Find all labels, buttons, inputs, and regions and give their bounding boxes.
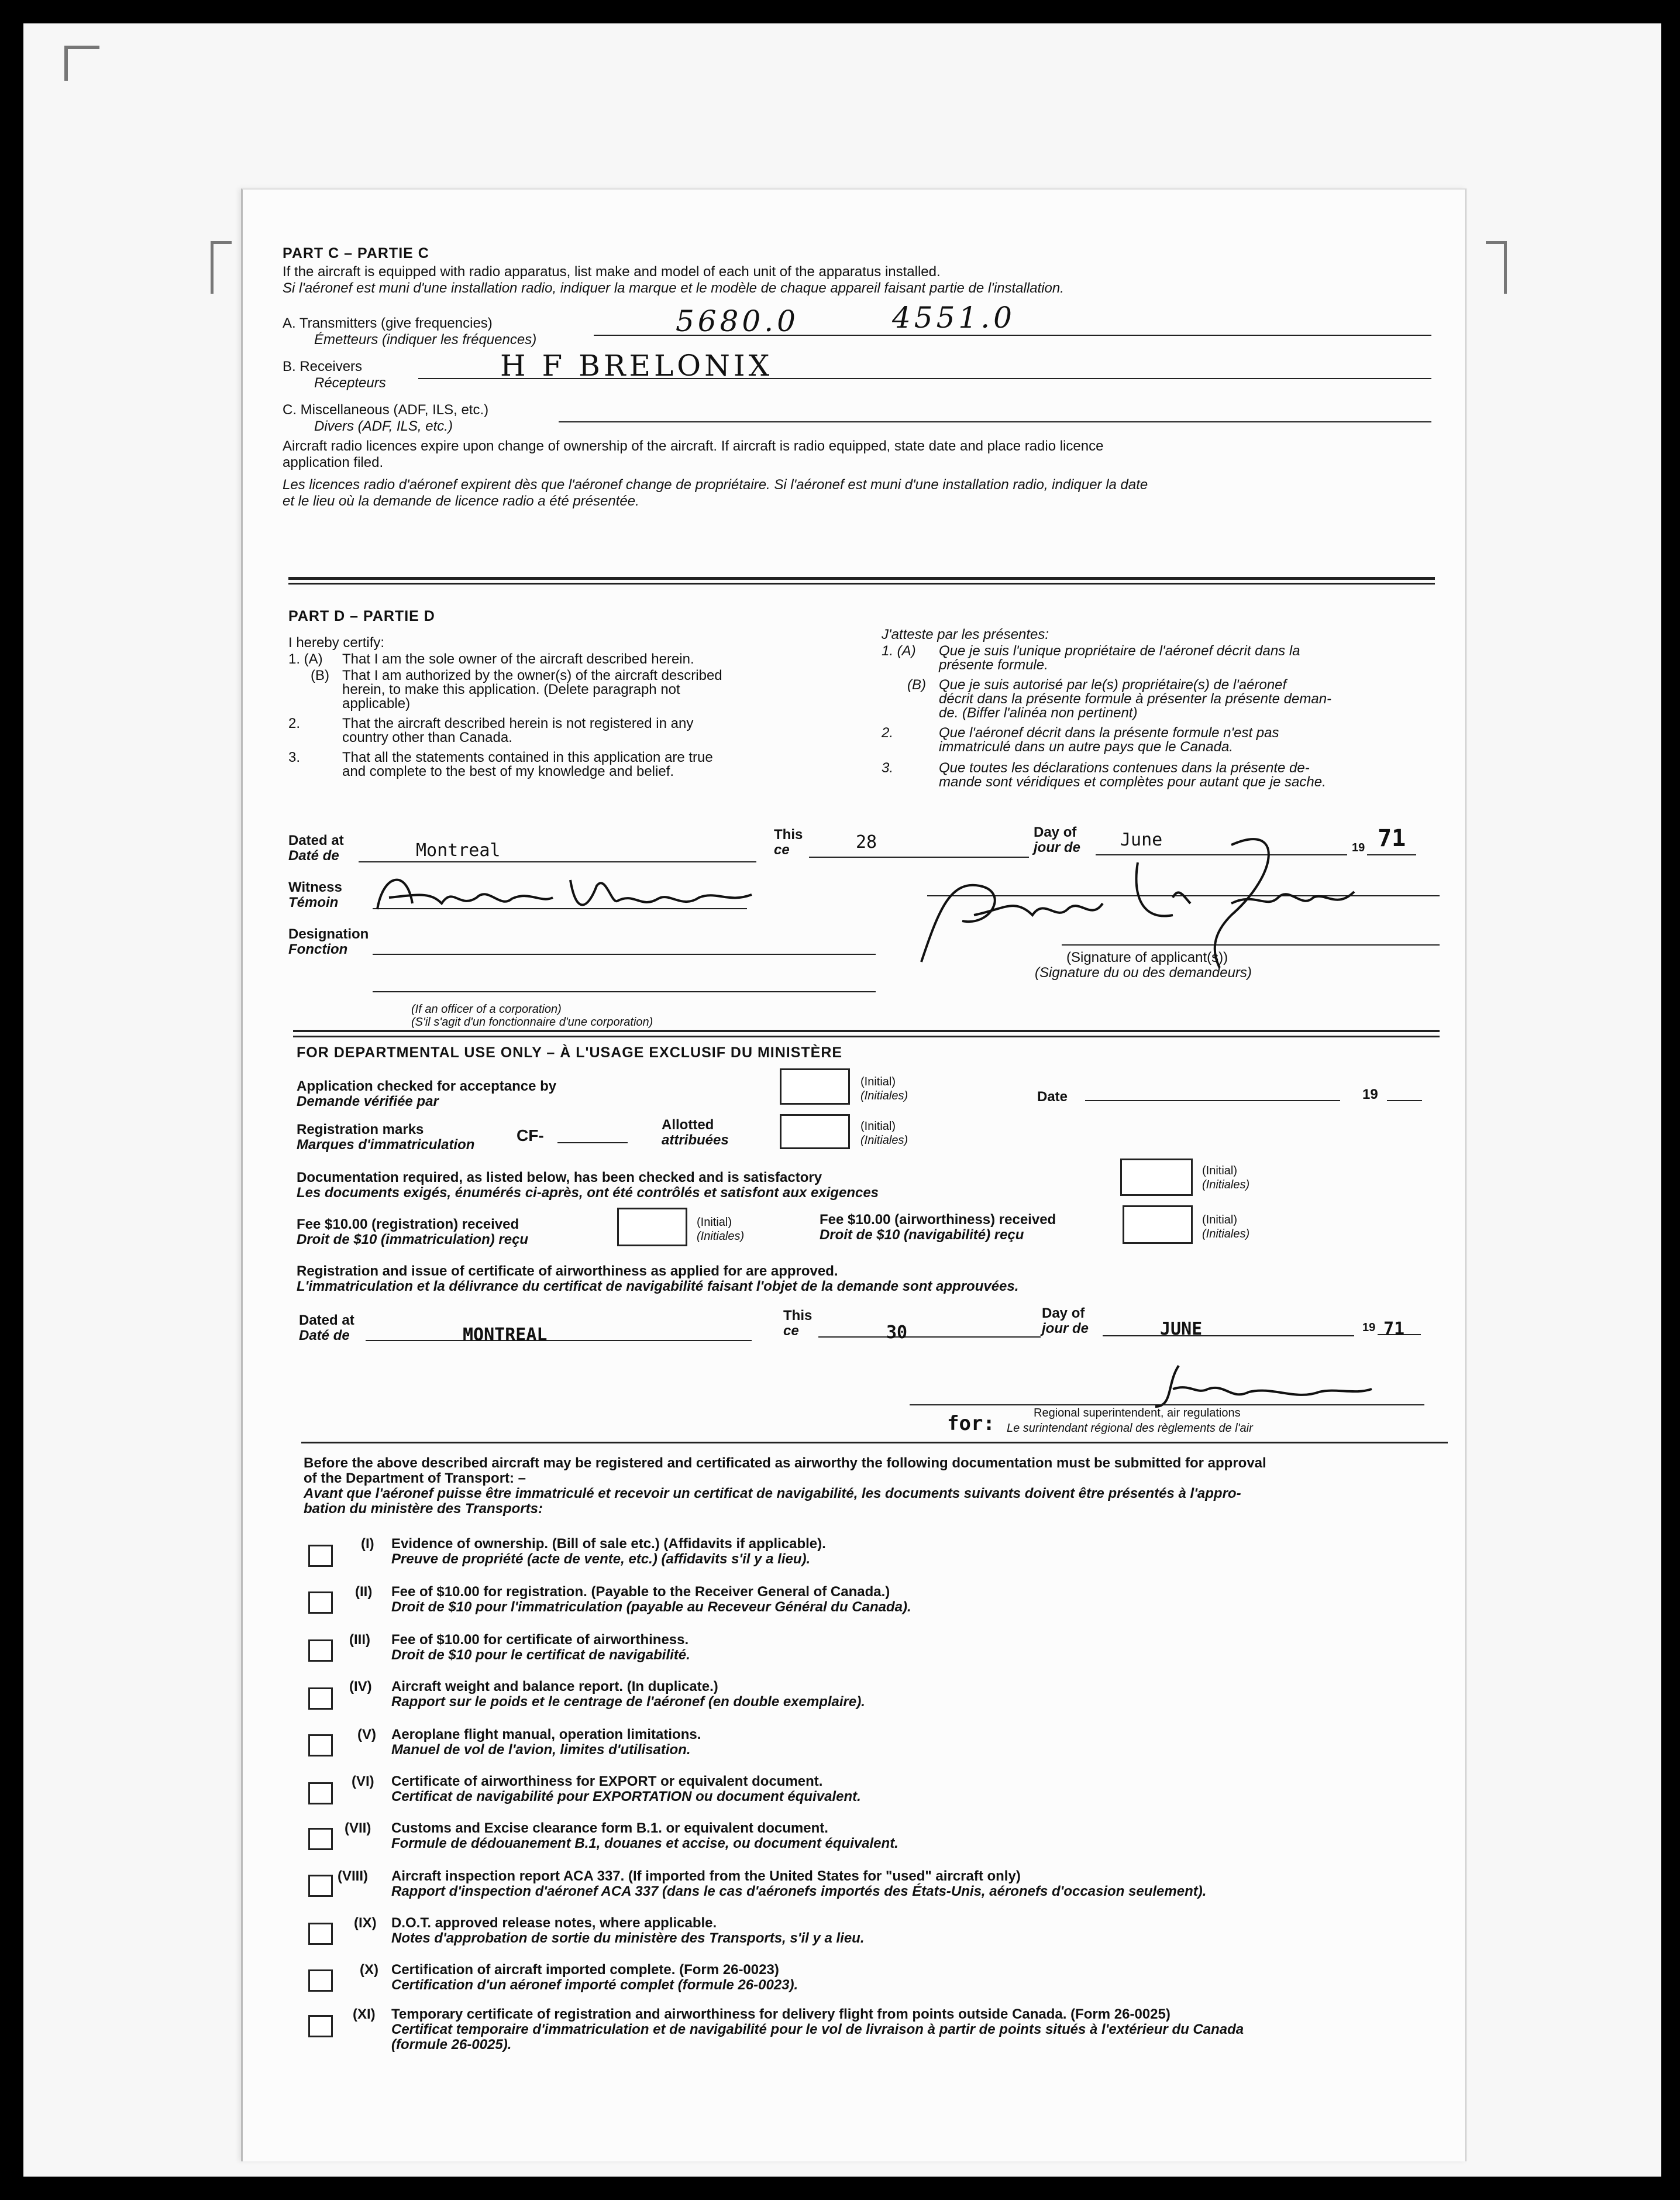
crop-mark (211, 241, 232, 244)
doc-num-1: (I) (361, 1536, 374, 1552)
dept-dated-line (366, 1340, 752, 1341)
doc-num-2: (II) (355, 1584, 373, 1600)
section-divider (288, 577, 1435, 580)
witness-signature (366, 862, 763, 927)
doc-text-5: Aeroplane flight manual, operation limitations. (391, 1727, 701, 1742)
reg-initial-label: (Initial) (860, 1120, 896, 1133)
doc-num-5: (V) (357, 1727, 376, 1742)
doc-text-9: D.O.T. approved release notes, where applicable. (391, 1915, 717, 1931)
doc-checkbox-8[interactable] (308, 1875, 333, 1897)
designation-line (373, 954, 876, 955)
docs-intro-en-1: Before the above described aircraft may be registered and certificated as airworthy the following documentation must be submitted for approval (304, 1455, 1266, 1471)
doc-text-fr-2: Droit de $10 pour l'immatriculation (payable au Receveur Général du Canada). (391, 1599, 911, 1615)
doc-num-8: (VIII) (338, 1868, 368, 1884)
date-year-prefix: 19 (1362, 1087, 1378, 1102)
doc-initial-box[interactable] (1120, 1159, 1193, 1196)
doc-text-fr-6: Certificat de navigabilité pour EXPORTATION ou document équivalent. (391, 1789, 861, 1804)
superintendent-line (910, 1404, 1424, 1405)
crop-mark (211, 241, 214, 294)
doc-text-fr-7: Formule de dédouanement B.1, douanes et accise, ou document équivalent. (391, 1835, 898, 1851)
fr-3-text-1: Que toutes les déclarations contenues dans la présente de- (939, 760, 1310, 776)
en-1b-text-2: herein, to make this application. (Delete paragraph not (342, 682, 680, 697)
doc-text-fr2-11: (formule 26-0025). (391, 2037, 512, 2053)
this-label: This (774, 827, 803, 843)
doc-checkbox-2[interactable] (308, 1591, 333, 1614)
for-label: for: (947, 1412, 995, 1435)
doc-text-11: Temporary certificate of registration and airworthiness for delivery flight from points outside Canada. (Form 26-0025) (391, 2006, 1171, 2022)
dept-this-label: This (783, 1308, 813, 1324)
en-3-text-1: That all the statements contained in this application are true (342, 750, 713, 765)
misc-label: C. Miscellaneous (ADF, ILS, etc.) (283, 402, 489, 418)
doc-checkbox-1[interactable] (308, 1545, 333, 1567)
doc-checked-label: Documentation required, as listed below, has been checked and is satisfactory (297, 1170, 822, 1185)
applicant-signature-label: (Signature of applicant(s)) (1066, 950, 1228, 965)
radio-note-fr-2: et le lieu où la demande de licence radio a été présentée. (283, 493, 639, 509)
doc-text-7: Customs and Excise clearance form B.1. or equivalent document. (391, 1820, 828, 1836)
fee-reg-label: Fee $10.00 (registration) received (297, 1216, 519, 1232)
transmitters-value-2: 4551.0 (892, 301, 1015, 335)
allotted-label: Allotted (662, 1117, 714, 1133)
doc-checkbox-4[interactable] (308, 1687, 333, 1710)
day-label: Day of (1034, 824, 1077, 840)
doc-num-7: (VII) (345, 1820, 371, 1836)
en-1b-text-3: applicable) (342, 696, 411, 711)
doc-text-fr-11: Certificat temporaire d'immatriculation et de navigabilité pour le vol de livraison à partir de points situés à l'extérieur du Canada (391, 2022, 1244, 2037)
misc-line (559, 421, 1431, 422)
en-2-num: 2. (288, 716, 301, 731)
fee-air-label-fr: Droit de $10 (navigabilité) reçu (820, 1227, 1024, 1243)
designation-label: Designation (288, 926, 369, 942)
doc-text-fr-4: Rapport sur le poids et le centrage de l'aéronef (en double exemplaire). (391, 1694, 865, 1710)
doc-initial-label: (Initial) (1202, 1164, 1238, 1177)
docs-intro-en-2: of the Department of Transport: – (304, 1470, 526, 1486)
dept-dated-value: MONTREAL (463, 1325, 548, 1345)
certify-fr: J'atteste par les présentes: (882, 627, 1049, 642)
dated-label: Dated at (288, 833, 344, 848)
part-c-intro-en: If the aircraft is equipped with radio apparatus, list make and model of each unit of the apparatus installed. (283, 264, 941, 280)
doc-checkbox-3[interactable] (308, 1639, 333, 1662)
doc-checkbox-10[interactable] (308, 1969, 333, 1992)
radio-note-en-2: application filed. (283, 455, 384, 470)
receivers-label-fr: Récepteurs (314, 375, 386, 391)
fr-1a-num: 1. (A) (882, 643, 916, 659)
designation-label-fr: Fonction (288, 941, 348, 957)
dept-this-value: 30 (886, 1322, 908, 1343)
date-year-line (1387, 1100, 1422, 1101)
checked-initial-box[interactable] (780, 1068, 850, 1105)
fr-1b-num: (B) (907, 677, 926, 693)
fee-air-initial-label-fr: (Initiales) (1202, 1228, 1250, 1240)
dated-label-fr: Daté de (288, 848, 339, 864)
fr-3-num: 3. (882, 760, 894, 776)
dept-this-label-fr: ce (783, 1323, 799, 1339)
doc-num-9: (IX) (354, 1915, 377, 1931)
doc-checkbox-7[interactable] (308, 1828, 333, 1850)
doc-text-3: Fee of $10.00 for certificate of airworthiness. (391, 1632, 689, 1648)
day-label-fr: jour de (1034, 840, 1081, 855)
doc-checkbox-11[interactable] (308, 2015, 333, 2037)
dept-year-value: 71 (1383, 1319, 1405, 1339)
section-divider (288, 583, 1435, 585)
dept-dated-label: Dated at (299, 1312, 354, 1328)
fr-1b-text-2: décrit dans la présente formule à présenter la présente deman- (939, 691, 1332, 707)
radio-note-en-1: Aircraft radio licences expire upon change of ownership of the aircraft. If aircraft is radio equipped, state date and place radio licence (283, 438, 1104, 454)
en-2-text-2: country other than Canada. (342, 730, 512, 745)
dept-day-line (1103, 1335, 1354, 1336)
fr-1a-text-1: Que je suis l'unique propriétaire de l'aéronef décrit dans la (939, 643, 1300, 659)
doc-checked-label-fr: Les documents exigés, énumérés ci-après, ont été contrôlés et satisfont aux exigences (297, 1185, 879, 1201)
doc-text-fr-5: Manuel de vol de l'avion, limites d'utilisation. (391, 1742, 691, 1758)
doc-text-6: Certificate of airworthiness for EXPORT or equivalent document. (391, 1773, 823, 1789)
applicant-signature-label-fr: (Signature du ou des demandeurs) (1035, 965, 1252, 981)
doc-text-2: Fee of $10.00 for registration. (Payable to the Receiver General of Canada.) (391, 1584, 890, 1600)
section-divider (293, 1030, 1440, 1032)
doc-text-fr-9: Notes d'approbation de sortie du ministère des Transports, s'il y a lieu. (391, 1930, 865, 1946)
en-3-text-2: and complete to the best of my knowledge and belief. (342, 764, 674, 779)
en-1a-text: That I am the sole owner of the aircraft described herein. (342, 651, 694, 667)
fr-2-text-2: immatriculé dans un autre pays que le Canada. (939, 739, 1233, 755)
doc-num-11: (XI) (353, 2006, 376, 2022)
docs-intro-fr-1: Avant que l'aéronef puisse être immatriculé et recevoir un certificat de navigabilité, les documents suivants doivent être présentés à l'appro- (304, 1486, 1241, 1501)
doc-text-1: Evidence of ownership. (Bill of sale etc.) (Affidavits if applicable). (391, 1536, 826, 1552)
dept-day-label-fr: jour de (1042, 1321, 1089, 1336)
fee-reg-initial-label: (Initial) (697, 1216, 732, 1229)
approval-text-fr: L'immatriculation et la délivrance du certificat de navigabilité faisant l'objet de la demande sont approuvées. (297, 1278, 1019, 1294)
fr-1a-text-2: présente formule. (939, 657, 1048, 673)
section-divider (293, 1036, 1440, 1037)
part-c-heading: PART C – PARTIE C (283, 245, 429, 262)
date-label: Date (1037, 1089, 1068, 1105)
year-value: 71 (1378, 825, 1406, 852)
misc-label-fr: Divers (ADF, ILS, etc.) (314, 418, 453, 434)
reg-prefix: CF- (517, 1126, 544, 1144)
transmitters-label-fr: Émetteurs (indiquer les fréquences) (314, 332, 537, 348)
allotted-label-fr: attribuées (662, 1132, 729, 1148)
this-label-fr: ce (774, 842, 790, 858)
fr-2-num: 2. (882, 725, 894, 741)
doc-num-3: (III) (349, 1632, 370, 1648)
fee-reg-label-fr: Droit de $10 (immatriculation) reçu (297, 1232, 529, 1247)
dept-day-value: JUNE (1160, 1319, 1203, 1339)
en-1b-text-1: That I am authorized by the owner(s) of the aircraft described (342, 668, 722, 683)
doc-num-10: (X) (360, 1962, 378, 1978)
witness-label-fr: Témoin (288, 895, 339, 910)
transmitters-label: A. Transmitters (give frequencies) (283, 315, 493, 331)
checked-initial-label-fr: (Initiales) (860, 1089, 908, 1102)
form-page (241, 188, 1466, 2161)
certify-en: I hereby certify: (288, 635, 385, 651)
fr-3-text-2: mande sont véridiques et complètes pour autant que je sache. (939, 774, 1326, 790)
doc-text-fr-3: Droit de $10 pour le certificat de navigabilité. (391, 1647, 690, 1663)
witness-label: Witness (288, 879, 342, 895)
crop-mark (64, 46, 68, 81)
fee-reg-initial-box[interactable] (617, 1208, 687, 1246)
day-value: June (1120, 830, 1163, 850)
en-1b-num: (B) (311, 668, 329, 683)
en-3-num: 3. (288, 750, 301, 765)
fr-1b-text-1: Que je suis autorisé par le(s) propriétaire(s) de l'aéronef (939, 677, 1287, 693)
approval-text: Registration and issue of certificate of airworthiness as applied for are approved. (297, 1263, 838, 1279)
dated-value: Montreal (416, 840, 501, 861)
dept-this-line (818, 1336, 1041, 1338)
dept-year-prefix: 19 (1362, 1321, 1376, 1334)
doc-checkbox-6[interactable] (308, 1782, 333, 1804)
officer-note: (If an officer of a corporation) (411, 1003, 562, 1016)
transmitters-value-1: 5680.0 (676, 304, 799, 338)
checked-initial-label: (Initial) (860, 1075, 896, 1088)
officer-note-fr: (S'il s'agit d'un fonctionnaire d'une corporation) (411, 1016, 653, 1029)
fee-air-initial-label: (Initial) (1202, 1214, 1238, 1226)
superintendent-label-fr: Le surintendant régional des règlements de l'air (1007, 1422, 1253, 1435)
designation-line-2 (373, 991, 876, 992)
doc-checkbox-9[interactable] (308, 1923, 333, 1945)
section-divider (301, 1442, 1448, 1443)
fr-2-text-1: Que l'aéronef décrit dans la présente formule n'est pas (939, 725, 1279, 741)
docs-intro-fr-2: bation du ministère des Transports: (304, 1501, 543, 1517)
this-value: 28 (856, 832, 877, 852)
doc-text-fr-10: Certification d'un aéronef importé complet (formule 26-0023). (391, 1977, 798, 1993)
reg-marks-label-fr: Marques d'immatriculation (297, 1137, 475, 1153)
doc-text-10: Certification of aircraft imported complete. (Form 26-0023) (391, 1962, 779, 1978)
part-d-heading: PART D – PARTIE D (288, 608, 435, 624)
receivers-label: B. Receivers (283, 359, 363, 374)
fee-air-label: Fee $10.00 (airworthiness) received (820, 1212, 1056, 1228)
part-c-intro-fr: Si l'aéronef est muni d'une installation radio, indiquer la marque et le modèle de chaque appareil faisant partie de l'installation. (283, 280, 1064, 296)
receivers-value: H F BRELONIX (500, 349, 773, 383)
doc-num-6: (VI) (352, 1773, 374, 1789)
crop-mark (64, 46, 99, 49)
radio-note-fr-1: Les licences radio d'aéronef expirent dès que l'aéronef change de propriétaire. Si l'aéronef est muni d'une installation radio, indiquer la date (283, 477, 1148, 493)
fee-air-initial-box[interactable] (1123, 1205, 1193, 1244)
doc-text-8: Aircraft inspection report ACA 337. (If imported from the United States for "used" aircraft only) (391, 1868, 1021, 1884)
dept-dated-label-fr: Daté de (299, 1328, 350, 1343)
doc-text-fr-8: Rapport d'inspection d'aéronef ACA 337 (dans le cas d'aéronefs importés des États-Unis, aéronefs d'occasion seulement). (391, 1883, 1207, 1899)
dept-day-label: Day of (1042, 1305, 1085, 1321)
doc-text-4: Aircraft weight and balance report. (In duplicate.) (391, 1679, 718, 1694)
date-line (1085, 1100, 1340, 1101)
dept-heading: FOR DEPARTMENTAL USE ONLY – À L'USAGE EXCLUSIF DU MINISTÈRE (297, 1044, 843, 1061)
doc-initial-label-fr: (Initiales) (1202, 1178, 1250, 1191)
year-prefix: 19 (1352, 841, 1365, 854)
doc-checkbox-5[interactable] (308, 1734, 333, 1756)
reg-marks-label: Registration marks (297, 1122, 424, 1137)
en-1a-num: 1. (A) (288, 651, 323, 667)
superintendent-label: Regional superintendent, air regulations (1034, 1407, 1241, 1419)
checked-label: Application checked for acceptance by (297, 1078, 557, 1094)
reg-initial-label-fr: (Initiales) (860, 1134, 908, 1147)
doc-text-fr-1: Preuve de propriété (acte de vente, etc.) (affidavits s'il y a lieu). (391, 1551, 811, 1567)
fee-reg-initial-label-fr: (Initiales) (697, 1230, 745, 1243)
crop-mark (1504, 241, 1507, 294)
applicant-signature (904, 824, 1430, 979)
en-2-text-1: That the aircraft described herein is not registered in any (342, 716, 694, 731)
fr-1b-text-3: de. (Biffer l'alinéa non pertinent) (939, 705, 1138, 721)
reg-initial-box[interactable] (780, 1114, 850, 1149)
reg-marks-line (557, 1142, 628, 1143)
checked-label-fr: Demande vérifiée par (297, 1094, 439, 1109)
doc-num-4: (IV) (349, 1679, 372, 1694)
